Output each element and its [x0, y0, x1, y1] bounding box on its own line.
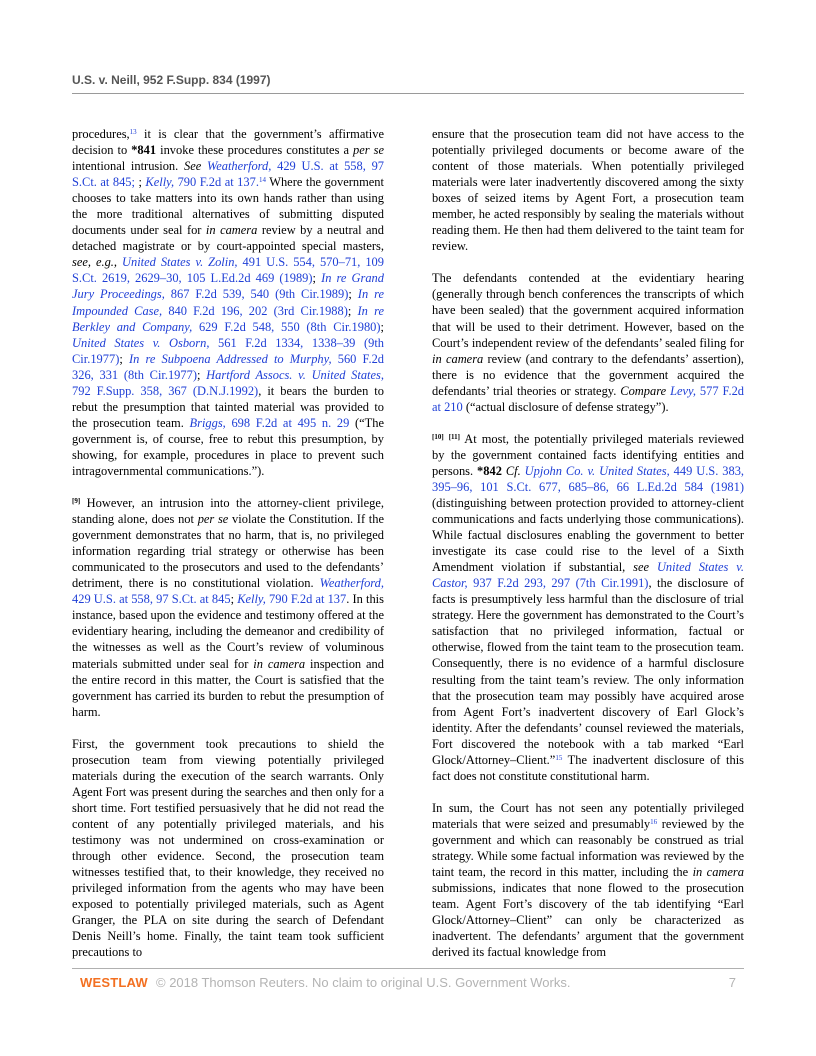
citation-link[interactable]: 790 F.2d at 137. [174, 175, 259, 190]
right-column [432, 126, 744, 960]
footer-divider [72, 968, 744, 969]
citation-link[interactable]: In re Subpoena Addressed to Murphy, [128, 351, 332, 366]
paragraph: The defendants contended at the evidentiary hearing (generally through bench conferences the transcripts of which have been sealed) that the government acquired information that will be used to their detriment. However, based on the Court’s independent review of the defendants’ sealed filing for in camera review (and contrary to the defendants’ assertion), there is no evidence that the government acquired the defendants’ trial theories or strategy. Compare Levy, 577 F.2d at 210 (“actual disclosure of defense strategy”). [432, 271, 745, 414]
headnote-marker-11[interactable]: [11] [448, 432, 460, 441]
paragraph: [9] However, an intrusion into the attorney-client privilege, standing alone, does not per se violate the Constitution. If the government demonstrates that no harm, that is, no privileged information regarding trial strategy or otherwise has been communicated to the prosecutors and used to the defendants’ detriment, there is no constitutional violation. Weatherford, 429 U.S. at 558, 97 S.Ct. at 845; Kelly, 790 F.2d at 137. In this instance, based upon the evidence and testimony offered at the evidentiary hearing, including the demeanor and credibility of the witnesses as well as the Court’s review of voluminous materials submitted under seal for in camera inspection and the entire record in this matter, the Court is satisfied that the government has carried its burden to rebut the presumption of harm. [72, 496, 384, 719]
citation-link[interactable]: 698 F.2d at 495 n. 29 [225, 415, 350, 430]
headnote-marker-10[interactable]: [10] [432, 432, 444, 441]
citation-link[interactable]: 491 U.S. 554, 570–71, 109 S.Ct. 2619, 2629–30, 105 L.Ed.2d 469 (1989) [72, 255, 384, 286]
headnote-marker-9[interactable]: [9] [72, 497, 81, 506]
footnote-ref-16[interactable]: 16 [650, 817, 658, 826]
page-header-title: U.S. v. Neill, 952 F.Supp. 834 (1997) [72, 73, 271, 87]
citation-link[interactable]: 429 U.S. at 558, 97 S.Ct. at 845; [72, 159, 384, 190]
citation-link[interactable]: 840 F.2d 196, 202 (3rd Cir.1988) [162, 303, 348, 318]
citation-link[interactable]: 577 F.2d at 210 [432, 383, 745, 414]
citation-link[interactable]: 561 F.2d 1334, 1338–39 (9th Cir.1977) [72, 335, 384, 366]
citation-link[interactable]: Levy, [670, 383, 696, 398]
citation-link[interactable]: Upjohn Co. v. United States, [524, 463, 670, 478]
footnote-ref-13[interactable]: 13 [129, 128, 137, 136]
citation-link[interactable]: 937 F.2d 293, 297 (7th Cir.1991) [467, 576, 649, 591]
citation-link[interactable]: 449 U.S. 383, 395–96, 101 S.Ct. 677, 685–86, 66 L.Ed.2d 584 (1981) [432, 463, 745, 494]
star-page-842: *842 [477, 463, 502, 478]
citation-link[interactable]: 867 F.2d 539, 540 (9th Cir.1989) [164, 287, 349, 302]
footnote-ref-15[interactable]: 15 [555, 753, 563, 762]
paragraph: First, the government took precautions to shield the prosecution team from viewing potentially privileged materials during the execution of the search warrants. Only Agent Fort was present during the searches and then only for a short time. Fort testified persuasively that he did not read the content of any potentially privileged materials, and his testimony was not undermined on cross-examination or through other evidence. Second, the prosecution team witnesses testified that, to their knowledge, they received no privileged information from the agents who may have been exposed to potentially privileged materials, such as Agent Granger, the PLA on site during the search of Defendant Denis Neill’s home. Finally, the taint team took sufficient precautions to [72, 736, 384, 960]
page-footer [72, 974, 744, 994]
paragraph: ensure that the prosecution team did not have access to the potentially privileged documents or become aware of the content of those materials. When potentially privileged materials were later inadvertently discovered among the sixty boxes of seized items by Agent Fort, a prosecution team member, he acted responsibly by sealing the materials without reading them. He then had them delivered to the taint team for review. [432, 127, 744, 254]
citation-link[interactable]: Briggs, [189, 415, 226, 430]
citation-link[interactable]: In re Impounded Case, [72, 287, 384, 318]
citation-link[interactable]: 429 U.S. at 558, 97 S.Ct. at 845 [72, 592, 231, 607]
footnote-ref-14[interactable]: 14 [258, 176, 266, 185]
citation-link[interactable]: United States v. Osborn, [72, 335, 210, 350]
citation-link[interactable]: Kelly, [145, 175, 175, 190]
citation-link[interactable]: In re Grand Jury Proceedings, [72, 271, 384, 302]
copyright-notice: © 2018 Thomson Reuters. No claim to original U.S. Government Works. [156, 975, 571, 990]
paragraph: In sum, the Court has not seen any potentially privileged materials that were seized and presumably$^{16}$ reviewed by the government and which can reasonably be construed as trial strategy. While some factual information was reviewed by the taint team, the record in this matter, including the in camera submissions, indicates that none flowed to the prosecution team. Agent Fort’s discovery of the tab identifying “Earl Glock/Attorney–Client” can only be characterized as inadvertent. The defendants’ argument that the government derived its factual knowledge from [432, 800, 744, 960]
citation-link[interactable]: Kelly, [237, 592, 266, 607]
citation-link[interactable]: 792 F.Supp. 358, 367 (D.N.J.1992) [72, 383, 259, 398]
citation-link[interactable]: 629 F.2d 548, 550 (8th Cir.1980) [192, 319, 381, 334]
citation-link[interactable]: Weatherford, [319, 576, 384, 591]
paragraph: procedures,$^{13}$ it is clear that the government’s affirmative decision to *841 invoke these procedures constitutes a per se intentional intrusion. See Weatherford, 429 U.S. at 558, 97 S.Ct. at 845; ; Kelly, 790 F.2d at 137.14 Where the government chooses to take matters into its own hands rather than using the more traditional alternatives of submitting disputed documents under seal for in camera review by a neutral and detached magistrate or by court-appointed special masters, see, e.g., United States v. Zolin, 491 U.S. 554, 570–71, 109 S.Ct. 2619, 2629–30, 105 L.Ed.2d 469 (1989); In re Grand Jury Proceedings, 867 F.2d 539, 540 (9th Cir.1989); In re Impounded Case, 840 F.2d 196, 202 (3rd Cir.1988); In re Berkley and Company, 629 F.2d 548, 550 (8th Cir.1980); United States v. Osborn, 561 F.2d 1334, 1338–39 (9th Cir.1977); In re Subpoena Addressed to Murphy, 560 F.2d 326, 331 (8th Cir.1977); Hartford Assocs. v. United States, 792 F.Supp. 358, 367 (D.N.J.1992), it bears the burden to rebut the presumption that tainted material was provided to the prosecution team. Briggs, 698 F.2d at 495 n. 29 (“The government is, of course, free to rebut this presumption, by showing, for example, procedures in place to prevent such intragovernmental communications.”). [72, 127, 385, 478]
citation-link[interactable]: United States v. Zolin, [122, 255, 238, 270]
citation-link[interactable]: Hartford Assocs. v. United States, [206, 367, 384, 382]
citation-link[interactable]: 790 F.2d at 137 [265, 592, 347, 607]
header-divider [72, 93, 744, 94]
westlaw-logo: WESTLAW [80, 975, 148, 990]
page-number: 7 [728, 975, 736, 990]
citation-link[interactable]: United States v. Castor, [432, 560, 744, 591]
paragraph: [10] [11] At most, the potentially privileged materials reviewed by the government contained facts identifying entities and persons. *842 Cf. Upjohn Co. v. United States, 449 U.S. 383, 395–96, 101 S.Ct. 677, 685–86, 66 L.Ed.2d 584 (1981) (distinguishing between protection provided to attorney-client communications and facts underlying those communications). While factual disclosures enabling the government to better investigate its case could rise to the level of a Sixth Amendment violation if substantial, see United States v. Castor, 937 F.2d 293, 297 (7th Cir.1991), the disclosure of facts is presumptively less harmful than the disclosure of trial strategy. Here the government has demonstrated to the Court’s satisfaction that no privileged information, factual or otherwise, flowed from the taint team to the prosecution team. Consequently, there is no evidence of a harmful disclosure resulting from the taint team’s review. The only information that the prosecution team may possibly have acquired arose from Agent Fort’s inadvertent discovery of Earl Glock’s identity. After the defendants’ counsel reviewed the materials, Fort discovered the notebook with a tab marked “Earl Glock/Attorney–Client.”$^{15}$ The inadvertent disclosure of this fact does not constitute constitutional harm. [432, 431, 745, 783]
citation-link[interactable]: Weatherford, [207, 159, 272, 174]
star-page-841: *841 [131, 143, 157, 158]
citation-link[interactable]: 560 F.2d 326, 331 (8th Cir.1977) [72, 351, 385, 382]
left-column [72, 126, 384, 960]
citation-link[interactable]: In re Berkley and Company, [72, 303, 384, 334]
